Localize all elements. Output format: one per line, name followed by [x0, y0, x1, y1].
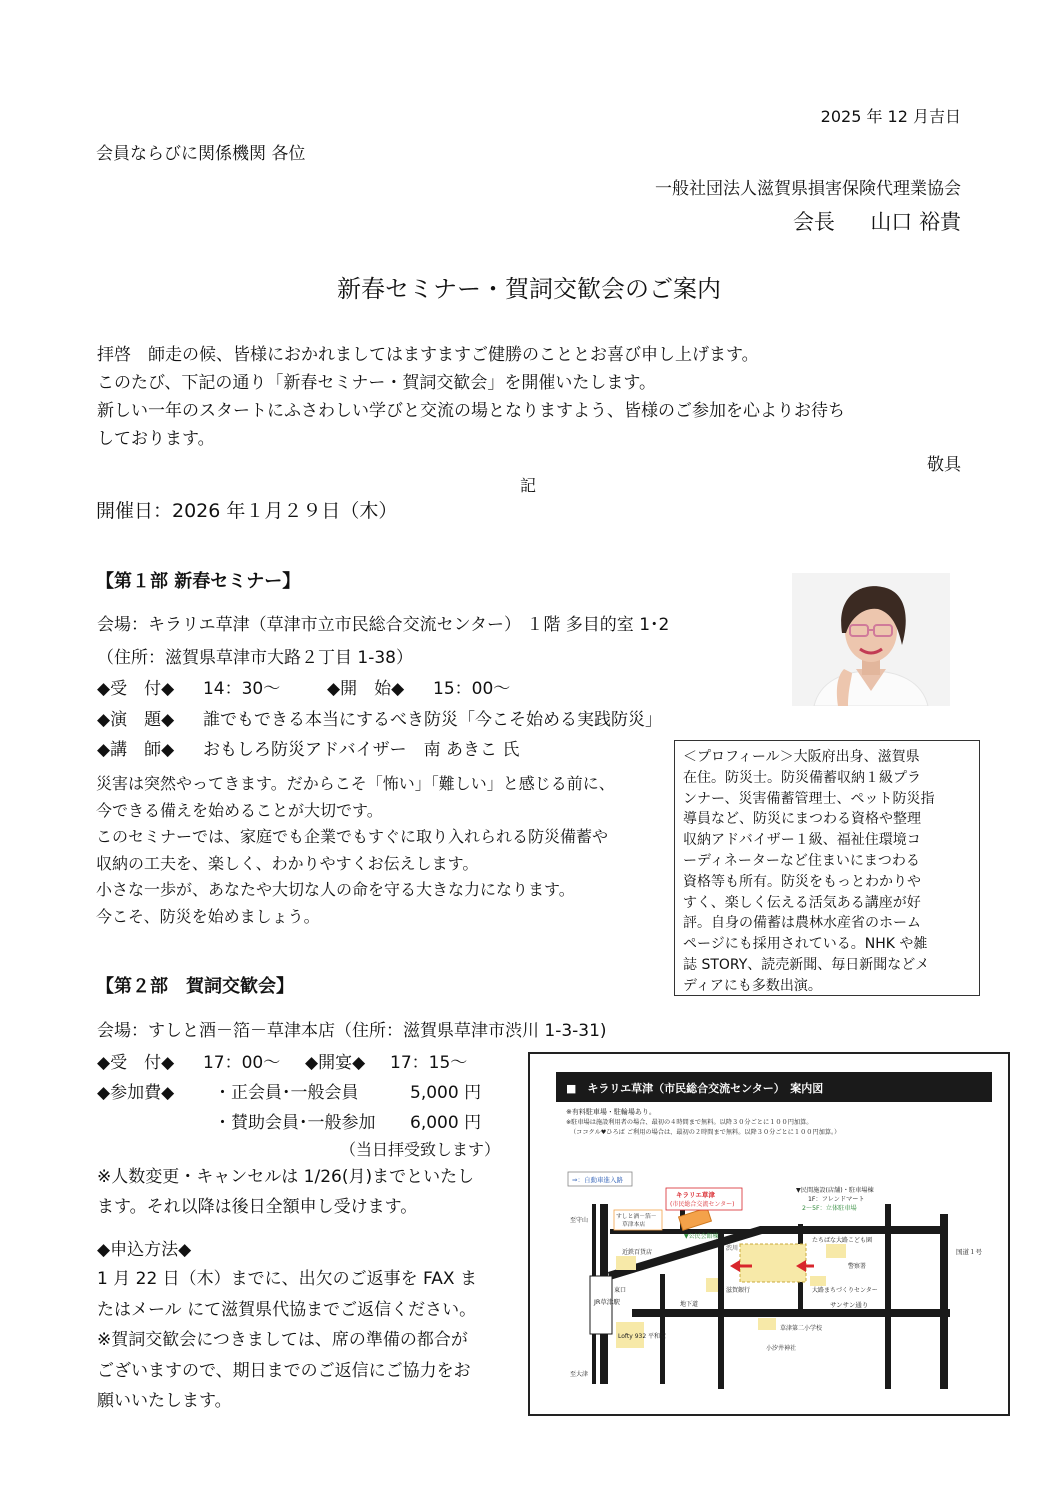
- map-station-label: JR草津駅: [594, 1298, 620, 1306]
- apply-line: たはメール にて滋賀県代協までご返信ください。: [97, 1299, 477, 1320]
- closing-keigu: 敬具: [927, 455, 961, 475]
- fee1-price: 5,000 円: [410, 1083, 482, 1103]
- document-date: 2025 年 12 月吉日: [820, 107, 961, 126]
- recipient: 会員ならびに関係機関 各位: [96, 144, 306, 164]
- map-east-exit-label: 東口: [614, 1287, 627, 1294]
- map-heiwado-label: 平和堂: [648, 1333, 667, 1340]
- fee-note: （当日拝受致します）: [340, 1140, 501, 1159]
- map-oji-label: 大路まちづくりセンター: [812, 1287, 878, 1294]
- map-venue-sublabel: (市民総合交流センター): [670, 1201, 735, 1208]
- greeting-line: しております。: [97, 429, 215, 449]
- greeting-line: 拝啓 師走の候、皆様におかれましてはますますご健勝のこととお喜び申し上げます。: [97, 345, 759, 365]
- map-venue-label: キラリエ草津: [676, 1191, 715, 1199]
- president-title: 会長: [792, 210, 835, 234]
- reception-label: ◆受 付◆: [97, 679, 175, 699]
- profile-line: すく、楽しく伝える活気ある講座が好: [683, 894, 921, 911]
- description-line: 今できる備えを始めることが大切です。: [96, 800, 383, 820]
- description-line: 小さな一歩が、あなたや大切な人の命を守る大きな力になります。: [96, 880, 575, 899]
- description-line: このセミナーでは、家庭でも企業でもすぐに取り入れられる防災備蓄や: [96, 827, 609, 846]
- profile-line: ＜プロフィール＞大阪府出身、滋賀県: [683, 749, 920, 765]
- venue-map: [528, 1052, 1010, 1416]
- part1-lecturer: [97, 735, 519, 760]
- apply-line: 願いいたします。: [97, 1391, 232, 1411]
- map-note: ※有料駐車場・駐輪場あり。: [566, 1108, 656, 1116]
- map-sunsun-road: [632, 1309, 950, 1317]
- profile-line: 資格等も所有。防災をもっとわかりや: [683, 873, 921, 890]
- map-sushi-label2: 草津本店: [622, 1222, 646, 1228]
- map-shrine-label: 小汐井神社: [766, 1345, 797, 1352]
- cancel-note-line: ※人数変更・キャンセルは 1/26(月)までといたし: [97, 1167, 475, 1187]
- profile-line: 在住。防災士。防災備蓄収納１級プラ: [683, 769, 921, 786]
- cancel-note-line: ます。それ以降は後日全額申し受けます。: [97, 1197, 418, 1217]
- profile-line: ページにも採用されている。NHK や雑: [683, 936, 928, 953]
- map-route1-label: 国道１号: [956, 1248, 982, 1256]
- part1-description: [96, 771, 615, 930]
- map-tachibana-label: たちばな大路こども園: [812, 1237, 873, 1244]
- map-parking-label: ▼民間施設(店舗)・駐車場棟: [796, 1187, 874, 1194]
- map-shibukawa-label: 渋川: [726, 1245, 739, 1252]
- fee1-name: ・正会員･一般会員: [214, 1083, 359, 1103]
- part1-topic: [97, 705, 662, 730]
- map-legend: ⇒：自動車進入路: [572, 1176, 623, 1184]
- party-time: 17：15～: [390, 1053, 468, 1073]
- map-parking-label: 2～5F：立体駐車場: [802, 1205, 857, 1212]
- apply-line: 1 月 22 日（木）までに、出欠のご返事を FAX ま: [97, 1269, 477, 1289]
- map-venue-block: [740, 1244, 806, 1282]
- map-route1-road: [940, 1214, 948, 1389]
- lecturer-profile-box: [674, 740, 980, 996]
- part2-heading: 【第２部 賀詞交歓会】: [96, 976, 294, 997]
- part2-venue: 会場：すしと酒－箔－草津本店（住所：滋賀県草津市渋川 1-3-31): [97, 1021, 607, 1041]
- topic-label: ◆演 題◆: [97, 710, 175, 730]
- description-line: 今こそ、防災を始めましょう。: [96, 906, 320, 926]
- reception-label: ◆受 付◆: [97, 1053, 175, 1073]
- topic-text: 誰でもできる本当にするべき防災「今こそ始める実践防災」: [202, 710, 662, 730]
- greeting-line: 新しい一年のスタートにふさわしい学びと交流の場となりますよう、皆様のご参加を心よりお待ち: [97, 401, 845, 421]
- map-school-label: 草津第二小学校: [780, 1325, 823, 1332]
- profile-line: 収納アドバイザー１級、福祉住環境コ: [683, 832, 921, 849]
- profile-line: 導員など、防災にまつわる資格や整理: [683, 811, 921, 828]
- document-title: 新春セミナー・賀詞交歓会のご案内: [337, 275, 721, 303]
- map-park-label: ▼公民会館棟: [684, 1233, 719, 1240]
- apply-heading: ◆申込方法◆: [97, 1240, 192, 1260]
- part1-venue: 会場：キラリエ草津（草津市立市民総合交流センター） １階 多目的室 1･2: [97, 615, 670, 635]
- lecturer-photo: [792, 573, 950, 706]
- profile-line: ーディネーターなど住まいにまつわる: [683, 852, 920, 869]
- fee2-price: 6,000 円: [410, 1113, 482, 1133]
- lecturer-label: ◆講 師◆: [97, 740, 175, 760]
- apply-instructions: [97, 1264, 477, 1417]
- president-signature: [793, 206, 961, 236]
- map-note: （ココクル♥ひろば ご利用の場合は、最初の２時間まで無料。以降３０分ごとに１００円加算。）: [570, 1129, 841, 1136]
- description-line: 災害は突然やってきます。だからこそ「怖い」「難しい」と感じる前に、: [96, 774, 615, 793]
- map-chikado-label: 地下道: [680, 1301, 699, 1308]
- map-parking-label: 1F：フレンドマート: [808, 1196, 865, 1203]
- start-label: ◆開 始◆: [327, 679, 405, 699]
- map-title: ■ キラリエ草津（市民総合交流センター） 案内図: [566, 1082, 824, 1095]
- ki-mark: 記: [520, 476, 537, 495]
- map-kinki-label: 近鉄百貨店: [622, 1249, 653, 1256]
- apply-line: ※賀詞交歓会につきましては、席の準備の都合が: [97, 1330, 468, 1350]
- map-moriyama-label: 至守山: [570, 1217, 589, 1224]
- greeting-paragraph: [97, 341, 963, 453]
- president-name: 山口 裕貴: [870, 210, 961, 234]
- reception-time: 14：30～: [202, 679, 281, 699]
- apply-line: ございますので、期日までのご返信にご協力をお: [97, 1360, 471, 1381]
- party-label: ◆開宴◆: [305, 1053, 366, 1073]
- greeting-line: このたび、下記の通り「新春セミナー・賀詞交歓会」を開催いたします。: [97, 373, 656, 393]
- fee2-name: ・賛助会員･一般参加: [214, 1113, 376, 1133]
- lecturer-name: おもしろ防災アドバイザー 南 あきこ 氏: [202, 740, 520, 760]
- map-police-label: 警察署: [848, 1263, 867, 1270]
- part1-schedule: [97, 674, 510, 699]
- start-time: 15：00～: [433, 679, 511, 699]
- fee-label: ◆参加費◆: [97, 1083, 175, 1103]
- part2-schedule: [97, 1048, 467, 1073]
- reception-time: 17：00～: [202, 1053, 281, 1073]
- description-line: 収納の工夫を、楽しく、わかりやすくお伝えします。: [96, 853, 479, 873]
- map-note: ※駐車場は施設利用者の場合、最初の４時間まで無料。以降３０分ごとに１００円加算。: [566, 1119, 813, 1126]
- profile-line: ディアにも多数出演。: [683, 977, 822, 994]
- organization-name: 一般社団法人滋賀県損害保険代理業協会: [655, 179, 961, 199]
- map-otsu-label: 至大津: [570, 1371, 589, 1378]
- part1-heading: 【第１部 新春セミナー】: [96, 571, 301, 592]
- map-bank-label: 滋賀銀行: [726, 1287, 751, 1294]
- event-date: 開催日：2026 年１月２９日（木）: [96, 500, 398, 522]
- part1-address: （住所：滋賀県草津市大路２丁目 1-38）: [97, 648, 413, 668]
- map-lofty-label: Lofty 932: [618, 1333, 647, 1340]
- profile-line: 誌 STORY、読売新聞、毎日新聞などメ: [683, 956, 930, 973]
- map-sunsun-label: サンサン通り: [830, 1301, 869, 1309]
- profile-line: 評。自身の備蓄は農林水産省のホーム: [683, 915, 921, 932]
- map-sushi-label: すしと酒－箔－: [616, 1214, 657, 1220]
- profile-line: ンナー、災害備蓄管理士、ペット防災指: [683, 790, 935, 807]
